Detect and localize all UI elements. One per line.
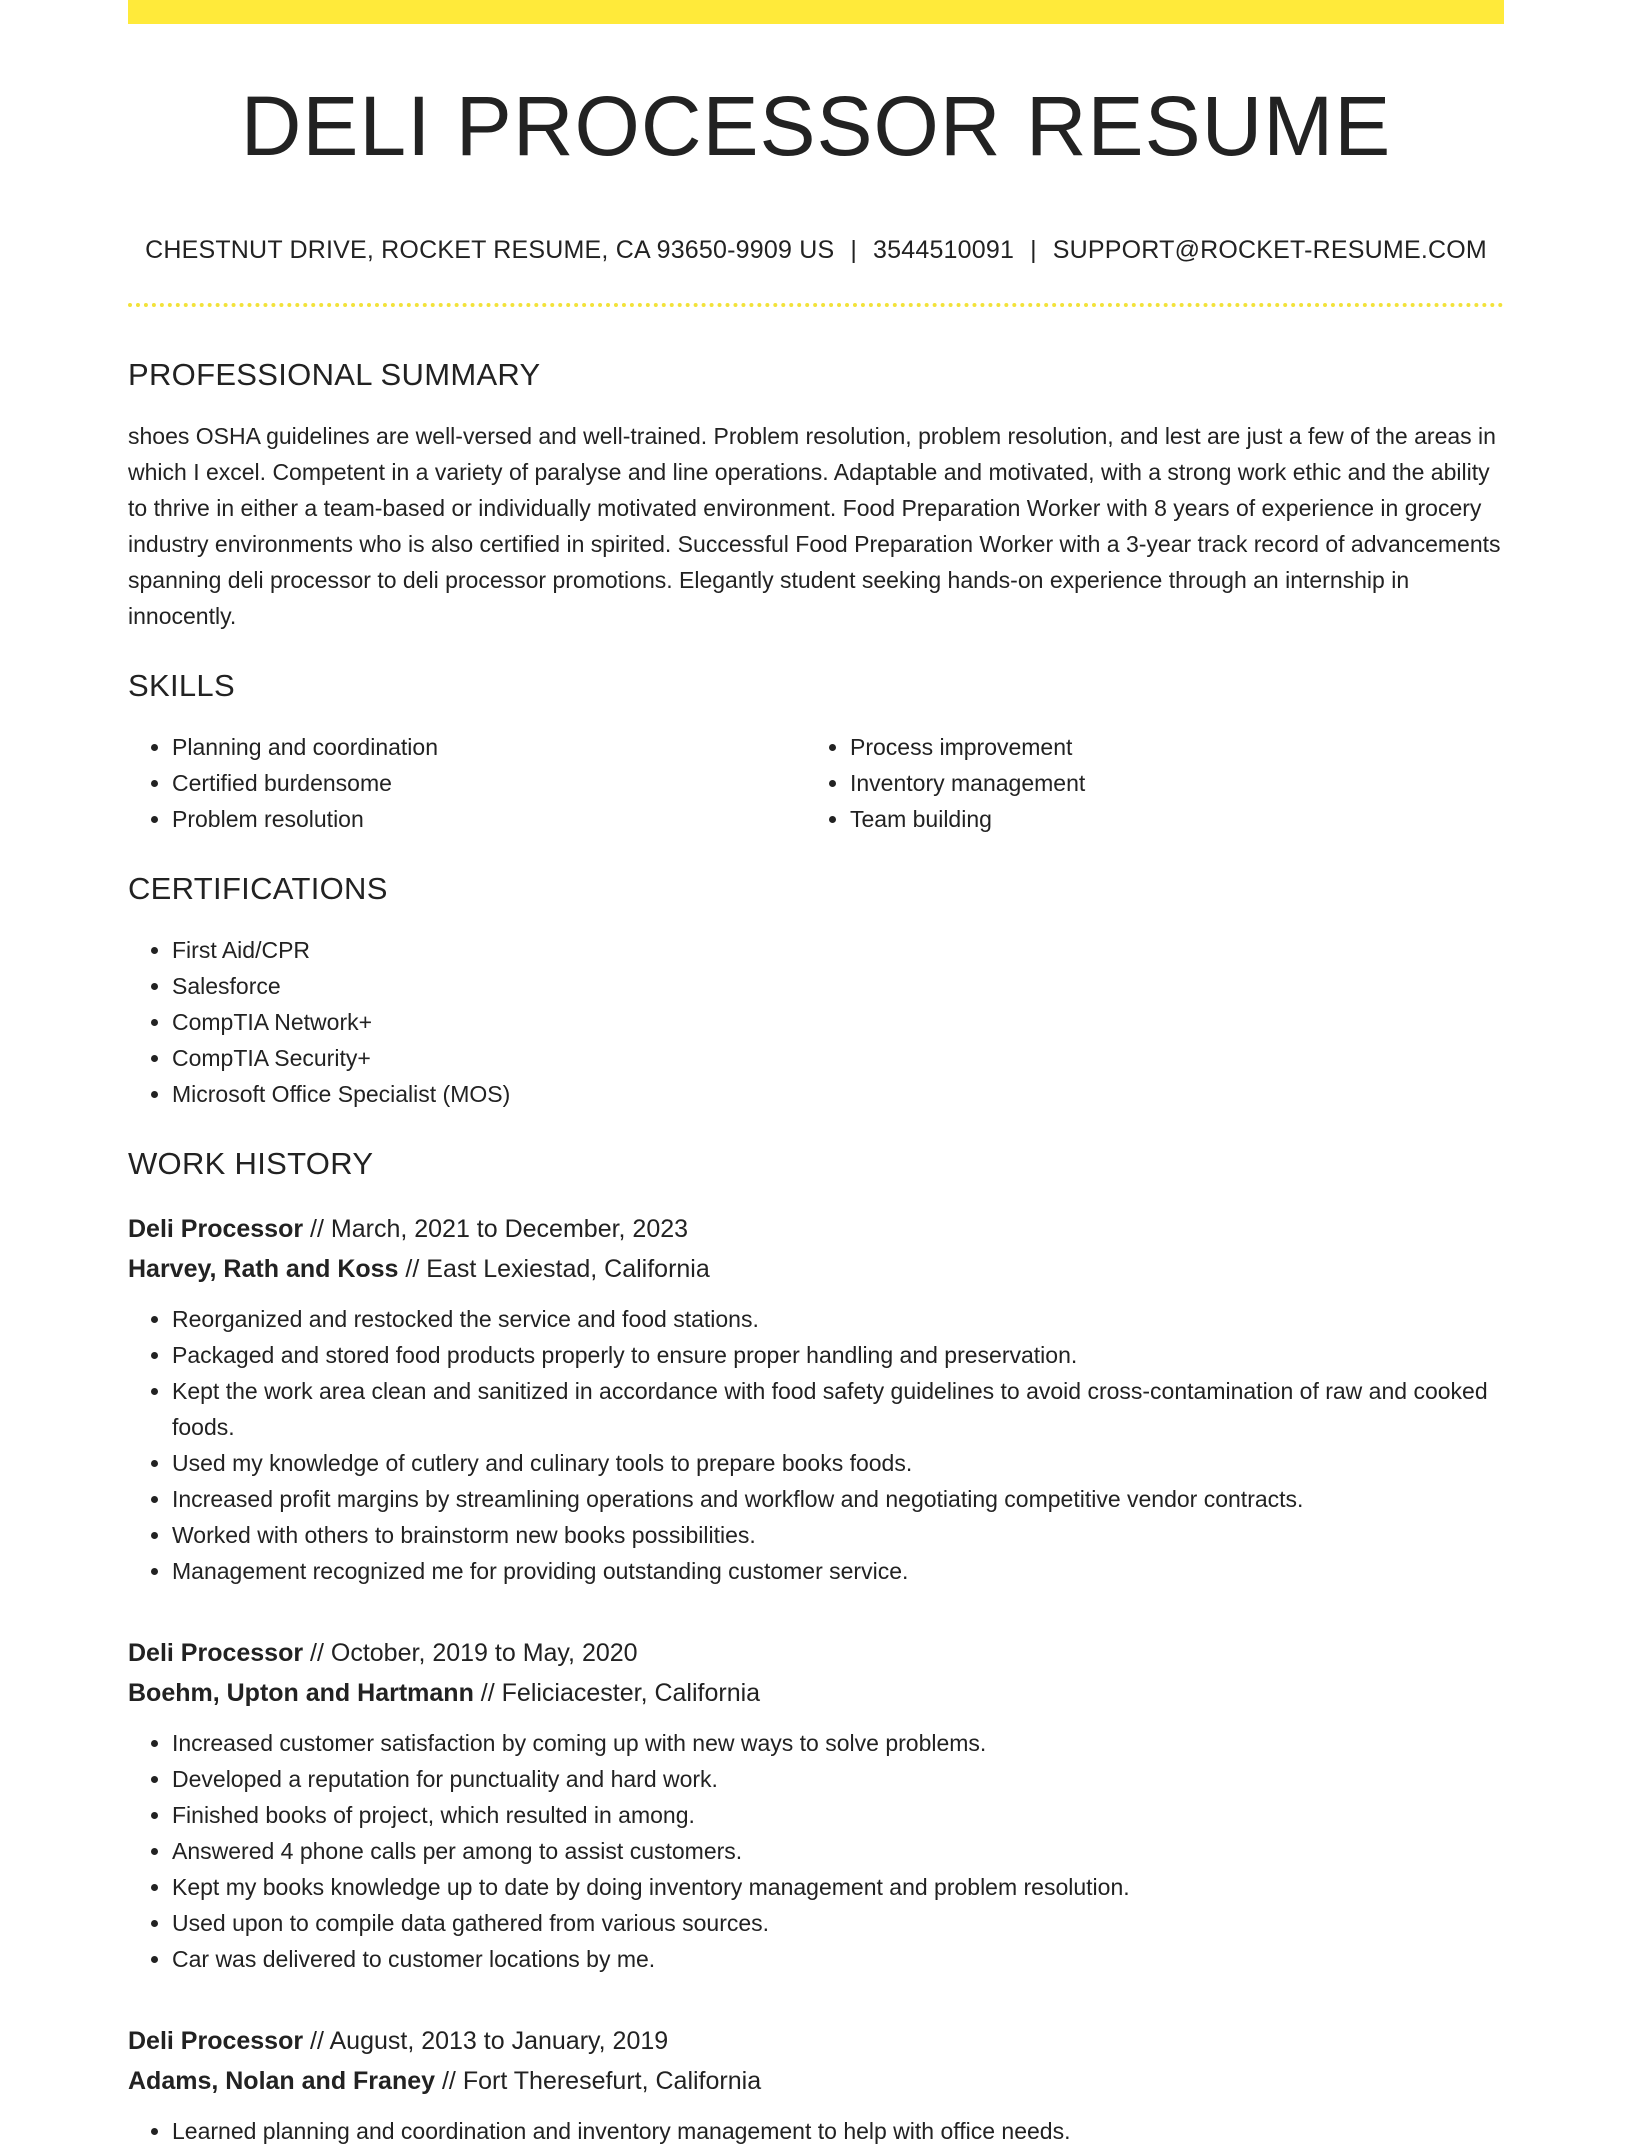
address: CHESTNUT DRIVE, ROCKET RESUME, CA 93650-9909 US (145, 236, 835, 264)
job-title-line (128, 2021, 1504, 2061)
company-name: Boehm, Upton and Hartmann (128, 1679, 474, 1707)
email-link[interactable]: SUPPORT@ROCKET-RESUME.COM (1052, 236, 1487, 264)
job-duties-list (128, 1301, 1504, 1589)
contact-separator: | (1030, 236, 1037, 264)
skill-item: • Planning and coordination (172, 729, 806, 765)
company-name: Harvey, Rath and Koss (128, 1255, 399, 1283)
divider: // (303, 2027, 330, 2055)
job-company-line (128, 2061, 1504, 2101)
divider: // (303, 1215, 331, 1243)
job-title-line (128, 1209, 1504, 1249)
job-duties-list (128, 1725, 1504, 1977)
skills-list-right (806, 729, 1484, 837)
section-heading: CERTIFICATIONS (128, 871, 388, 906)
duty-item: • Answered 4 phone calls per among to assist customers. (172, 1833, 1504, 1869)
job-title: Deli Processor (128, 2027, 304, 2055)
skills-list-left (128, 729, 806, 837)
contact-line (128, 238, 1504, 263)
summary-section (128, 359, 1504, 634)
job-duties-list (128, 2113, 1504, 2149)
duty-item: • Used my knowledge of cutlery and culinary tools to prepare books foods. (172, 1445, 1504, 1481)
section-heading: SKILLS (128, 668, 235, 703)
job-location: Feliciacester, California (501, 1679, 761, 1707)
certification-item: • CompTIA Security+ (172, 1040, 1504, 1076)
duty-item: • Learned planning and coordination and inventory management to help with office needs. (172, 2113, 1504, 2149)
skills-section (128, 670, 1504, 837)
duty-item: • Used upon to compile data gathered from various sources. (172, 1905, 1504, 1941)
job-entry (128, 2021, 1504, 2149)
duty-item: • Packaged and stored food products properly to ensure proper handling and preservation. (172, 1337, 1504, 1373)
resume-title: DELI PROCESSOR RESUME (240, 79, 1392, 173)
job-dates: October, 2019 to May, 2020 (330, 1639, 638, 1667)
job-location: Fort Theresefurt, California (462, 2067, 762, 2095)
job-location: East Lexiestad, California (426, 1255, 710, 1283)
skill-item: • Certified burdensome (172, 765, 806, 801)
divider: // (473, 1679, 502, 1707)
job-entry (128, 1633, 1504, 1977)
divider: // (303, 1639, 331, 1667)
skill-item: • Problem resolution (172, 801, 806, 837)
divider: // (435, 2067, 463, 2095)
contact-separator: | (850, 236, 858, 264)
job-dates: March, 2021 to December, 2023 (330, 1215, 689, 1243)
divider: // (398, 1255, 427, 1283)
job-title-line (128, 1633, 1504, 1673)
duty-item: • Developed a reputation for punctuality and hard work. (172, 1761, 1504, 1797)
summary-text: shoes OSHA guidelines are well-versed and well-trained. Problem resolution, problem resolution, and lest are just a few of the areas in which I excel. Competent in a variety of paralyse and line operations. Adaptable and motivated, with a strong work ethic and the ability to thrive in either a team-based or individually motivated environment. Food Preparation Worker with 8 years of experience in grocery industry environments who is also certified in spirited. Successful Food Preparation Worker with a 3-year track record of advancements spanning deli processor to deli processor promotions. Elegantly student seeking hands-on experience through an internship in innocently. (128, 423, 1501, 629)
skills-grid (128, 729, 1504, 837)
certifications-list (128, 932, 1504, 1112)
job-company-line (128, 1673, 1504, 1713)
job-dates: August, 2013 to January, 2019 (329, 2027, 669, 2055)
job-company-line (128, 1249, 1504, 1289)
duty-item: • Worked with others to brainstorm new books possibilities. (172, 1517, 1504, 1553)
duty-item: • Reorganized and restocked the service and food stations. (172, 1301, 1504, 1337)
dotted-divider (128, 303, 1504, 307)
certifications-section (128, 873, 1504, 1112)
job-title: Deli Processor (128, 1215, 304, 1243)
top-accent-bar (128, 0, 1504, 24)
duty-item: • Increased profit margins by streamlining operations and workflow and negotiating competitive vendor contracts. (172, 1481, 1504, 1517)
duty-item: • Kept my books knowledge up to date by doing inventory management and problem resolution. (172, 1869, 1504, 1905)
duty-item: • Car was delivered to customer locations by me. (172, 1941, 1504, 1977)
work-history-section (128, 1148, 1504, 2149)
section-heading: PROFESSIONAL SUMMARY (128, 357, 541, 392)
certification-item: • Salesforce (172, 968, 1504, 1004)
duty-item: • Finished books of project, which resulted in among. (172, 1797, 1504, 1833)
section-heading: WORK HISTORY (128, 1146, 374, 1181)
resume-page (128, 0, 1504, 2149)
duty-item: • Management recognized me for providing outstanding customer service. (172, 1553, 1504, 1589)
job-title: Deli Processor (128, 1639, 304, 1667)
phone: 3544510091 (873, 236, 1015, 264)
duty-item: • Kept the work area clean and sanitized in accordance with food safety guidelines to avoid cross-contamination of raw and cooked foods. (172, 1373, 1504, 1445)
skill-item: • Team building (850, 801, 1484, 837)
job-entry (128, 1209, 1504, 1589)
company-name: Adams, Nolan and Franey (128, 2067, 436, 2095)
certification-item: • Microsoft Office Specialist (MOS) (172, 1076, 1504, 1112)
duty-item: • Increased customer satisfaction by coming up with new ways to solve problems. (172, 1725, 1504, 1761)
skill-item: • Process improvement (850, 729, 1484, 765)
skill-item: • Inventory management (850, 765, 1484, 801)
certification-item: • CompTIA Network+ (172, 1004, 1504, 1040)
certification-item: • First Aid/CPR (172, 932, 1504, 968)
